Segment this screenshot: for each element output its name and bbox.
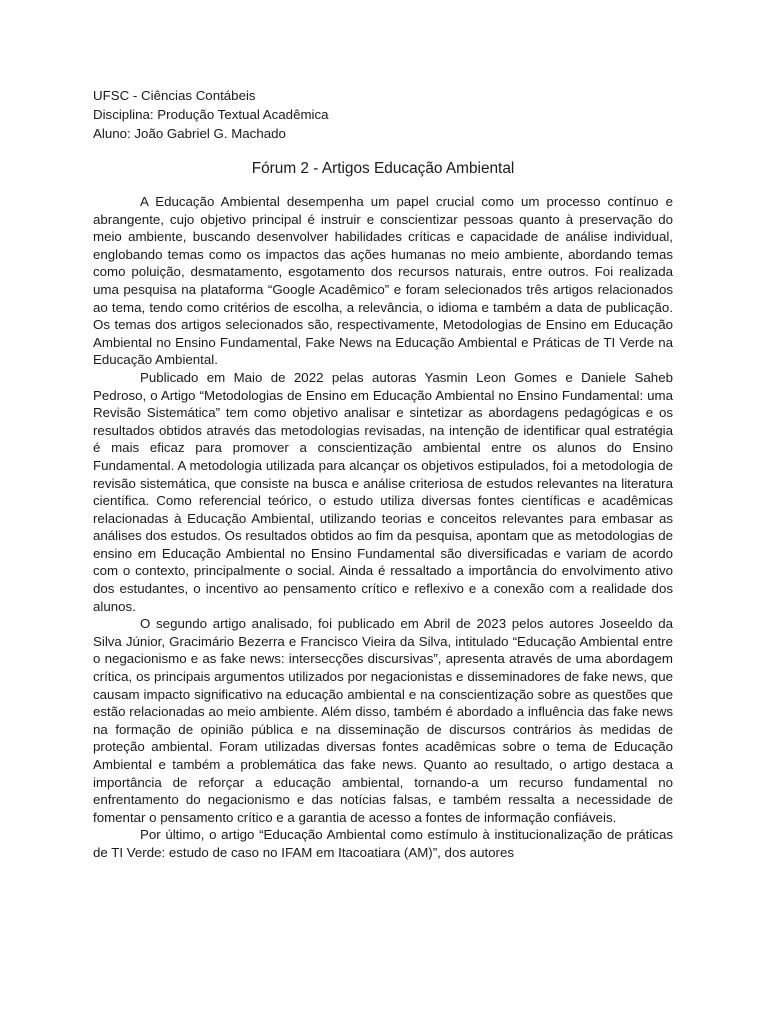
paragraph-first-article: Publicado em Maio de 2022 pelas autoras Yasmin Leon Gomes e Daniele Saheb Pedroso, o Artigo “Metodologias de Ensino em Educação Ambiental no Ensino Fundamental: uma Revisão Sistemática” tem como objetivo analisar e sintetizar as abordagens pedagógicas e os resultados obtidos através das metodologias revisadas, na intenção de identificar qual estratégia é mais eficaz para promover a conscientização ambiental entre os alunos do Ensino Fundamental. A metodologia utilizada para alcançar os objetivos estipulados, foi a metodologia de revisão sistemática, que consiste na busca e análise criteriosa de estudos relevantes na literatura científica. Como referencial teórico, o estudo utiliza diversas fontes científicas e acadêmicas relacionadas à Educação Ambiental, utilizando teorias e conceitos relevantes para embasar as análises dos estudos. Os resultados obtidos ao fim da pesquisa, apontam que as metodologias de ensino em Educação Ambiental no Ensino Fundamental são diversificadas e variam de acordo com o contexto, principalmente o social. Ainda é ressaltado a importância do envolvimento ativo dos estudantes, o incentivo ao pensamento crítico e reflexivo e a conexão com a realidade dos alunos.: [93, 369, 673, 614]
discipline-line: Disciplina: Produção Textual Acadêmica: [93, 107, 329, 122]
institution-line: UFSC - Ciências Contábeis: [93, 88, 256, 103]
document-page: [93, 86, 673, 862]
document-title: Fórum 2 - Artigos Educação Ambiental: [251, 160, 515, 177]
paragraph-introduction: A Educação Ambiental desempenha um papel crucial como um processo contínuo e abrangente, cujo objetivo principal é instruir e conscientizar pessoas quanto à preservação do meio ambiente, buscando desenvolver habilidades críticas e capacidade de análise individual, englobando temas como os impactos das ações humanas no meio ambiente, abordando temas como poluição, desmatamento, esgotamento dos recursos naturais, entre outros. Foi realizada uma pesquisa na plataforma “Google Acadêmico” e foram selecionados três artigos relacionados ao tema, tendo como critérios de escolha, a relevância, o idioma e também a data de publicação. Os temas dos artigos selecionados são, respectivamente, Metodologias de Ensino em Educação Ambiental no Ensino Fundamental, Fake News na Educação Ambiental e Práticas de TI Verde na Educação Ambiental.: [93, 194, 673, 368]
paragraph-third-article: Por último, o artigo “Educação Ambiental como estímulo à institucionalização de práticas de TI Verde: estudo de caso no IFAM em Itacoatiara (AM)”, dos autores: [93, 827, 673, 860]
paragraph-second-article: O segundo artigo analisado, foi publicado em Abril de 2023 pelos autores Joseeldo da Silva Júnior, Gracimário Bezerra e Francisco Vieira da Silva, intitulado “Educação Ambiental entre o negacionismo e as fake news: intersecções discursivas”, apresenta através de uma abordagem crítica, os principais argumentos utilizados por negacionistas e disseminadores de fake news, que causam impacto significativo na educação ambiental e na conscientização sobre as questões que estão relacionadas ao meio ambiente. Além disso, também é abordado a influência das fake news na formação de opinião pública e na disseminação de discursos contrários às medidas de proteção ambiental. Foram utilizadas diversas fontes acadêmicas sobre o tema de Educação Ambiental e também a problemática das fake news. Quanto ao resultado, o artigo destaca a importância de reforçar a educação ambiental, tornando-a um recurso fundamental no enfrentamento do negacionismo e das notícias falsas, e também ressalta a necessidade de fomentar o pensamento crítico e a garantia de acesso a fontes de informação confiáveis.: [93, 616, 673, 825]
student-line: Aluno: João Gabriel G. Machado: [93, 126, 286, 141]
